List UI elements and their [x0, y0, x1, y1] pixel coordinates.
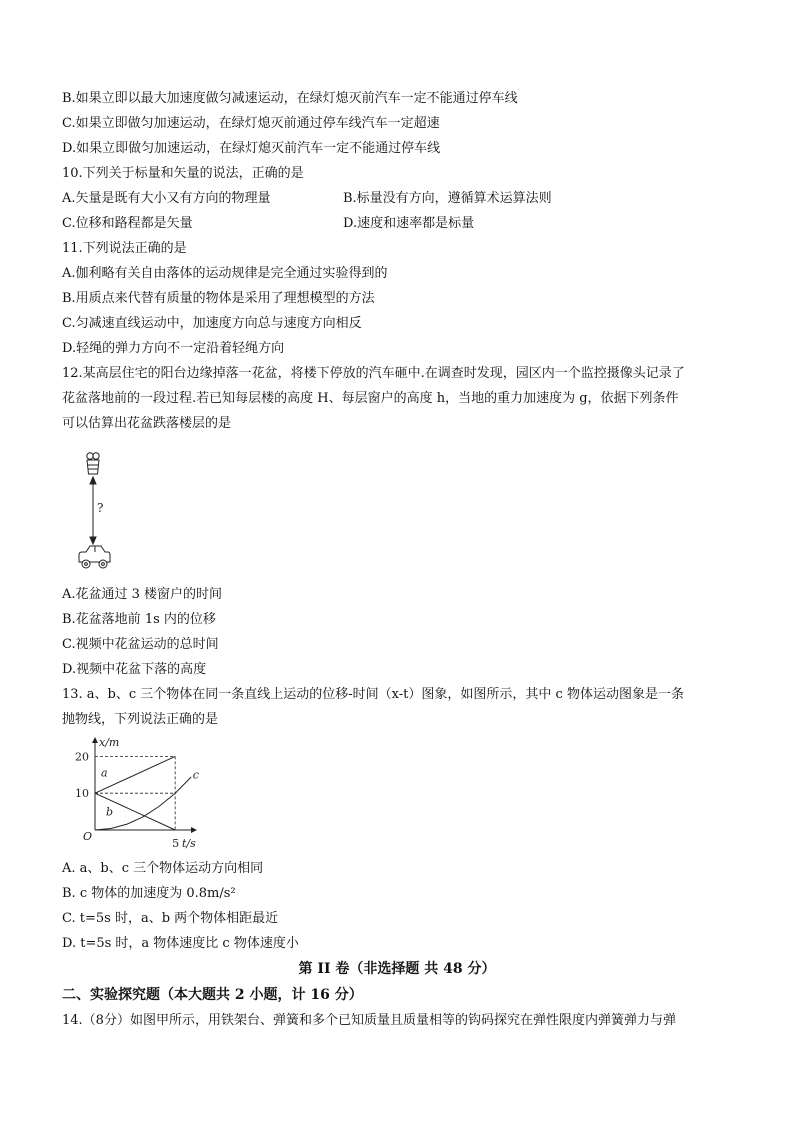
- q12-option-a: A.花盆通过 3 楼窗户的时间: [62, 587, 223, 602]
- unknown-height-label: ?: [97, 501, 104, 515]
- q12-stem-line2: 花盆落地前的一段过程.若已知每层楼的高度 H、每层窗户的高度 h，当地的重力加速度为 g，依据下列条件: [62, 391, 679, 406]
- y-tick-label-20: 20: [75, 750, 89, 764]
- q10-option-c: C.位移和路程都是矢量: [62, 216, 193, 231]
- q12-option-b: B.花盆落地前 1s 内的位移: [62, 612, 216, 627]
- q9-option-b: B.如果立即以最大加速度做匀减速运动，在绿灯熄灭前汽车一定不能通过停车线: [62, 91, 518, 106]
- q12-option-d: D.视频中花盆下落的高度: [62, 662, 207, 677]
- q12-option-c: C.视频中花盆运动的总时间: [62, 637, 219, 652]
- flower-pot-icon: [87, 453, 99, 474]
- q11-option-a: A.伽利略有关自由落体的运动规律是完全通过实验得到的: [62, 266, 388, 281]
- section-heading: 二、实验探究题（本大题共 2 小题，计 16 分）: [62, 987, 363, 1003]
- car-icon: [79, 546, 110, 568]
- x-tick-label-5: 5: [172, 837, 180, 850]
- q12-stem-line1: 12.某高层住宅的阳台边缘掉落一花盆，将楼下停放的汽车砸中.在调查时发现，园区内一个监控摄像头记录了: [62, 366, 685, 381]
- q13-option-d: D. t=5s 时，a 物体速度比 c 物体速度小: [62, 936, 299, 951]
- q14-stem: 14.（8分）如图甲所示，用铁架台、弹簧和多个已知质量且质量相等的钩码探究在弹性限度内弹簧弹力与弹: [62, 1013, 676, 1028]
- xt-graph: [68, 734, 208, 854]
- distance-arrow: [90, 477, 96, 544]
- q13-stem-line1: 13. a、b、c 三个物体在同一条直线上运动的位移-时间（x-t）图象，如图所示，其中 c 物体运动图象是一条: [62, 687, 684, 702]
- q9-option-d: D.如果立即做匀加速运动，在绿灯熄灭前汽车一定不能通过停车线: [62, 141, 441, 156]
- q13-option-b: B. c 物体的加速度为 0.8m/s²: [62, 886, 236, 901]
- series-c-line: [95, 777, 191, 830]
- series-b-label: b: [106, 805, 114, 819]
- q10-option-b: B.标量没有方向，遵循算术运算法则: [343, 191, 552, 206]
- origin-label: O: [83, 830, 93, 843]
- y-axis-label: x/m: [99, 736, 120, 749]
- q13-option-c: C. t=5s 时，a、b 两个物体相距最近: [62, 911, 279, 926]
- q10-option-a: A.矢量是既有大小又有方向的物理量: [62, 191, 271, 206]
- y-tick-label-10: 10: [75, 787, 89, 801]
- q13-option-a: A. a、b、c 三个物体运动方向相同: [62, 861, 264, 876]
- q9-option-c: C.如果立即做匀加速运动，在绿灯熄灭前通过停车线汽车一定超速: [62, 116, 440, 131]
- q11-option-b: B.用质点来代替有质量的物体是采用了理想模型的方法: [62, 291, 375, 306]
- q11-option-d: D.轻绳的弹力方向不一定沿着轻绳方向: [62, 341, 285, 356]
- q11-option-c: C.匀减速直线运动中，加速度方向总与速度方向相反: [62, 316, 362, 331]
- q11-stem: 11.下列说法正确的是: [62, 241, 187, 256]
- series-a-label: a: [101, 766, 108, 780]
- falling-pot-figure: [70, 448, 120, 574]
- q12-stem-line3: 可以估算出花盆跌落楼层的是: [62, 416, 232, 431]
- section-title: 第 II 卷（非选择题 共 48 分）: [298, 961, 496, 977]
- q13-stem-line2: 抛物线，下列说法正确的是: [62, 712, 219, 727]
- q10-option-d: D.速度和速率都是标量: [343, 216, 475, 231]
- q10-stem: 10.下列关于标量和矢量的说法，正确的是: [62, 166, 304, 181]
- series-c-label: c: [192, 768, 199, 782]
- x-axis-label: t/s: [182, 837, 196, 850]
